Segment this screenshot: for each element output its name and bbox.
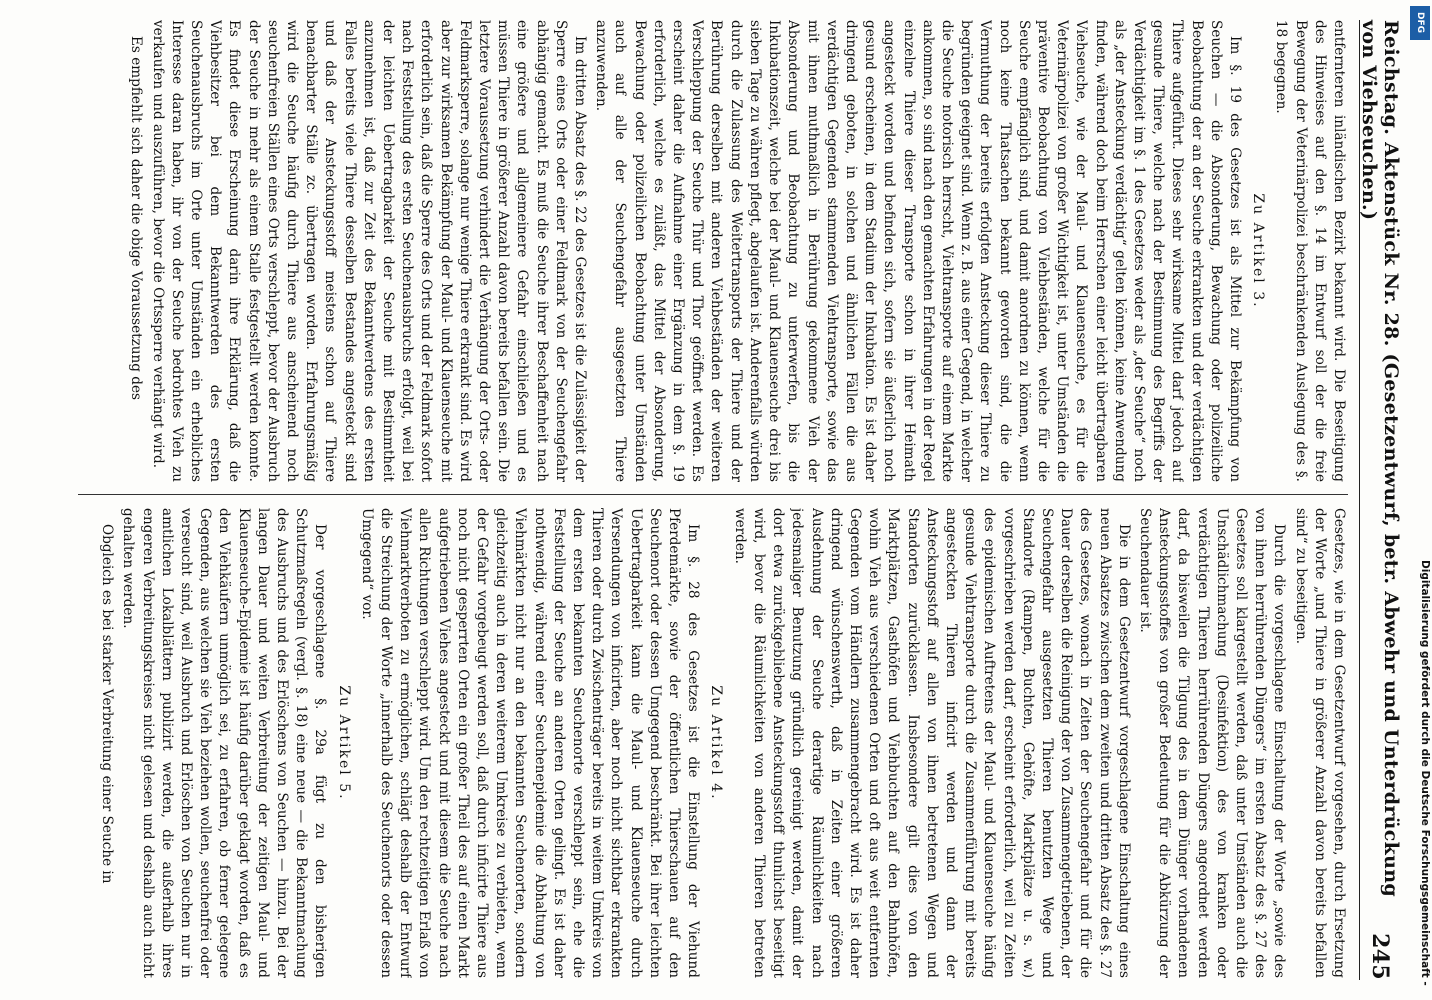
paragraph: Der vorgeschlagene §. 29a fügt zu den bisherigen Schutzmaßregeln (vergl. §. 18) eine neue — die Bekanntmachung des Ausbruchs und des Erlöschens von Seuchen — hinzu. Bei der langen Dauer und weiten Verbreitung der zeitigen Maul- und Klauenseuche-Epidemie ist häufig darüber geklagt worden, daß es den Viehkäufern unmöglich sei, zu erfahren, ob ferner gelegene Gegenden, aus welchen sie Vieh beziehen wollen, seuchenfrei oder verseucht sind, weil Ausbruch und Erlöschen von Seuchen nur in amtlichen Lokalblättern publizirt werden, die außerhalb ihres engeren Verbreitungskreises nicht gelesen und deshalb auch nicht gehalten werden. (120, 508, 329, 978)
running-header (1359, 20, 1400, 980)
page-number: 245 (1367, 933, 1393, 980)
paragraph: Gesetzes, wie in dem Gesetzentwurf vorgesehen, durch Ersetzung der Worte „und Thiere in größerer Anzahl davon bereits befallen sind“ zu beseitigen. (1292, 508, 1347, 978)
attribution-text: Digitalisierung gefördert durch die Deutsche Forschungsgemeinschaft - (1419, 560, 1431, 986)
paragraph: Im §. 19 des Gesetzes ist als Mittel zur Bekämpfung von Seuchen — die Absonderung, Bewachung oder polizeiliche Beobachtung der an der Seuche erkrankten und der verdächtigen Thiere aufgeführt. Dieses sehr wirksame Mittel darf jedoch auf gesunde Thiere, welche nach der Bestimmung des Begriffs der Verdächtigkeit im §. 1 des Gesetzes weder als „der Seuche“ noch als „der Ansteckung verdächtig“ gelten können, keine Anwendung finden, während doch beim Herrschen einer leicht übertragbaren Viehseuche, wie der Maul- und Klauenseuche, es für die Veterinärpolizei von großer Wichtigkeit ist, unter Umständen die präventive Beobachtung von Viehbeständen, welche für die Seuche empfänglich sind, und damit anordnen zu können, wenn noch keine Thatsachen bekannt geworden sind, die die Vermuthung der bereits erfolgten Ansteckung dieser Thiere zu begründen geeignet sind. Wenn z. B. aus einer Gegend, in welcher die Seuche notorisch herrscht, Viehtransporte auf einem Markte ankommen, so sind nach den gemachten Erfahrungen in der Regel einzelne Thiere dieser Transporte schon in ihrer Heimath angesteckt worden und befinden sich, sofern sie äußerlich noch gesund erscheinen, in dem Stadium der Inkubation. Es ist daher dringend geboten, in solchen und ähnlichen Fällen die aus verdächtigen Gegenden stammenden Viehtransporte, sowie das mit ihnen muthmaßlich in Berührung gekommene Vieh der Absonderung und Beobachtung zu unterwerfen, bis die Inkubationszeit, welche bei der Maul- und Klauenseuche drei bis sieben Tage zu währen pflegt, abgelaufen ist. Anderenfalls würden durch die Zulassung des Weitertransports der Thiere und der Berührung derselben mit anderen Viehbeständen der weiteren Verschleppung der Seuche Thür und Thor geöffnet werden. Es erscheint daher die Aufnahme einer Ergänzung in dem §. 19 erforderlich, welche es zuläßt, das Mittel der Absonderung, Bewachung oder polizeilichen Beobachtung unter Umständen auch auf alle der Seuchengefahr ausgesetzten Thiere anzuwenden. (593, 20, 1243, 482)
page-content (60, 20, 1400, 980)
paragraph: entfernteren inländischen Bezirk bekannt wird. Die Beseitigung des Hinweises auf den §. 14 im Entwurf soll der die freie Bewegung der Veterinärpolizei beschränkenden Auslegung des §. 18 begegnen. (1273, 20, 1347, 482)
paragraph: Im dritten Absatz des §. 22 des Gesetzes ist die Zulässigkeit der Sperre eines Orts oder einer Feldmark von der Seuchengefahr abhängig gemacht. Es muß die Seuche ihrer Beschaffenheit nach eine größere und allgemeinere Gefahr einschließen und es müssen Thiere in größerer Anzahl davon bereits befallen sein. Die letztere Voraussetzung verhindert die Verhängung der Orts- oder Feldmarksperre, solange nur wenige Thiere erkrankt sind. Es wird aber zur wirksamen Bekämpfung der Maul- und Klauenseuche mit erforderlich sein, daß die Sperre des Orts und der Feldmark sofort nach Feststellung des ersten Seuchenausbruchs erfolgt, weil bei der leichten Uebertragbarkeit der Seuche mit Bestimmtheit anzunehmen ist, daß zur Zeit des Bekanntwerdens des ersten Falles bereits viele Thiere desselben Bestandes angesteckt sind und daß der Ansteckungsstoff meistens schon auf Thiere benachbarter Ställe zc. übertragen worden. Erfahrungsmäßig wird die Seuche häufig durch Thiere aus anscheinend noch seuchenfreien Ställen eines Orts verschleppt, bevor der Ausbruch der Seuche in mehr als einem Stalle festgestellt werden konnte. Es findet diese Erscheinung darin ihre Erklärung, daß die Viehbesitzer bei dem Bekanntwerden des ersten Seuchenausbruchs im Orte unter Umständen ein erhebliches Interesse daran haben, ihr von der Seuche bedrohtes Vieh zu verkaufen und auszuführen, bevor die Ortssperre verhängt wird. (149, 20, 589, 482)
header-title: Reichstag. Aktenstück Nr. 28. (Gesetzentwurf, betr. Abwehr und Unterdrückung von Viehseuchen.) (1358, 20, 1402, 897)
section-heading: Zu Artikel 5. (335, 685, 352, 801)
dfg-logo: DFG (1410, 6, 1430, 40)
text-column-left (68, 20, 1348, 482)
paragraph: Im §. 28 des Gesetzes ist die Einstellung der Viehund Pferdemärkte, sowie der öffentlichen Thierschauen auf den Seuchenort oder dessen Umgegend beschränkt. Bei ihrer leichten Uebertragbarkeit kann die Maul- und Klauenseuche durch Versendungen von inficirten, aber noch nicht sichtbar erkrankten Thieren oder durch Zwischenträger bereits in weitem Umkreis von dem ersten bekannten Seuchenorte verschleppt sein, ehe die Feststellung der Seuche an anderen Orten gelingt. Es ist daher nothwendig, während einer Seuchenepidemie die Abhaltung von Viehmärkten nicht nur an den bekannten Seuchenorten, sondern gleichzeitig auch in deren weiterem Umkreise zu verbieten, wenn der Gefahr vorgebeugt werden soll, daß durch inficirte Thiere aus noch nicht gesperrten Orten ein großer Theil des auf einen Markt aufgetriebenen Viehes angesteckt und mit diesem die Seuche nach allen Richtungen verschleppt wird. Um den rechtzeitigen Erlaß von Viehmarktverboten zu ermöglichen, schlägt deshalb der Entwurf die Streichung der Worte „innerhalb des Seuchenorts oder dessen Umgegend“ vor. (358, 508, 702, 978)
section-heading: Zu Artikel 3. (1250, 193, 1267, 309)
paragraph: Die in dem Gesetzentwurf vorgeschlagene Einschaltung eines neuen Absatzes zwischen dem zweiten und dritten Absatz des §. 27 des Gesetzes, wonach in Zeiten der Seuchengefahr und für die Dauer derselben die Reinigung der von Zusammengetriebenen, der Seuchengefahr ausgesetzten Thieren benutzten Wege und Standorte (Rampen, Buchten, Gehöfte, Marktplätze u. s. w.) vorgeschrieben werden darf, erscheint erforderlich, weil zu Zeiten des epidemischen Auftretens der Maul- und Klauenseuche häufig gesunde Viehtransporte durch die Zusammenführung mit bereits angesteckten Thieren inficirt werden und dann der Ansteckungsstoff auf allen von ihnen betretenen Wegen und Standorten zurücklassen. Insbesondere gilt dies von den Marktplätzen, Gasthöfen und Viehbuchten auf den Bahnhöfen, wohin Vieh aus verschiedenen Orten und oft aus weit entfernten Gegenden vom Händlern zusammengebracht wird. Es ist daher dringend wünschenswerth, daß in Zeiten einer größeren Ausdehnung der Seuche derartige Räumlichkeiten nach jedesmaliger Benutzung gründlich gereinigt werden, damit der dort etwa zurückgebliebene Ansteckungsstoff thunlichst beseitigt wird, bevor die Räumlichkeiten von anderen Thieren betreten werden. (731, 508, 1132, 978)
column-divider (78, 494, 1348, 495)
paragraph: Durch die vorgeschlagene Einschaltung der Worte „sowie des von ihnen herrührenden Düngers“ im ersten Absatz des §. 27 des Gesetzes soll klargestellt werden, daß unter Umständen auch die Unschädlichmachung (Desinfektion) des von kranken oder verdächtigen Thieren herrührenden Düngers angeordnet werden darf, da bisweilen die Tilgung des in dem Dünger vorhandenen Ansteckungsstoffes von großer Bedeutung für die Abkürzung der Seuchendauer ist. (1136, 508, 1288, 978)
text-column-right (68, 508, 1348, 978)
section-heading: Zu Artikel 4. (708, 685, 725, 801)
paragraph: Es empfiehlt sich daher die obige Voraussetzung des (128, 36, 145, 400)
attribution-strip (1408, 0, 1432, 1000)
paragraph: Obgleich es bei starker Verbreitung einer Seuche in (99, 524, 116, 884)
